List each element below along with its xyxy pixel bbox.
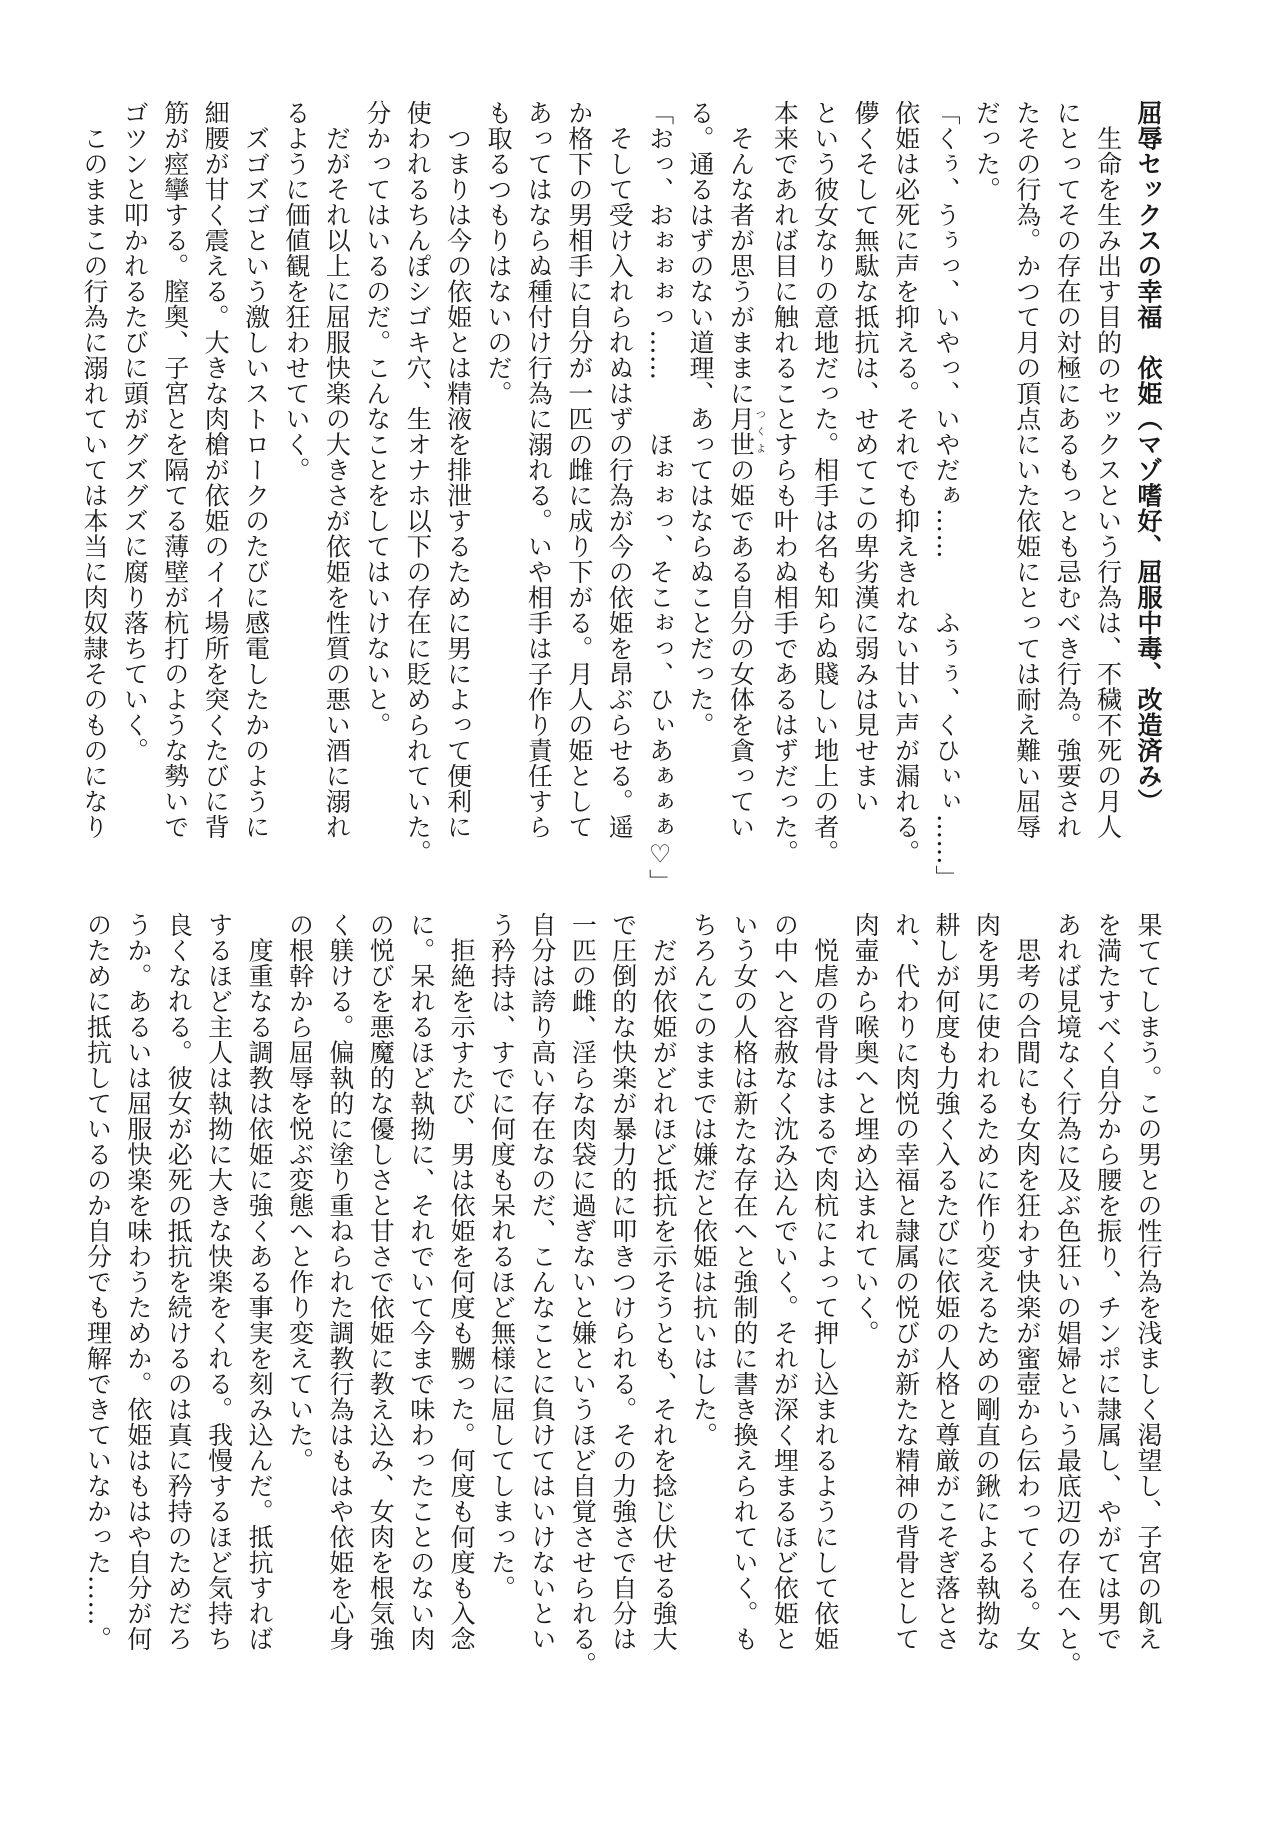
text-line: にとってその存在の対極にあるもっとも忌むべき行為。強要され	[1053, 100, 1083, 840]
text-line: あれば見境なく行為に及ぶ色狂いの娼婦という最底辺の存在へと。	[1053, 912, 1083, 1677]
text-line: だが依姫がどれほど抵抗を示そうとも、それを捻じ伏せる強大	[649, 912, 679, 1652]
section-title: 屈辱セックスの幸福 依姫（マゾ嗜好、屈服中毒、改造済み）	[1134, 100, 1163, 814]
text-line-ruby	[720, 100, 764, 890]
text-line: 細腰が甘く震える。大きな肉槍が依姫のイイ場所を突くたびに背	[201, 100, 231, 840]
text-line: うか。あるいは屈服快楽を味わうためか。依姫はもはや自分が何	[123, 912, 153, 1652]
text-line: のために抵抗しているのか自分でも理解できていなかった……。	[83, 912, 113, 1652]
text-line: に。呆れるほど執拗に、それでいて今まで味わったことのない肉	[406, 912, 436, 1652]
text-line: の悦びを悪魔的な優しさと甘さで依姫に教え込み、女肉を根気強	[366, 912, 396, 1652]
text-line: 悦虐の背骨はまるで肉杭によって押し込まれるようにして依姫	[810, 912, 840, 1652]
text-line: る。通るはずのない道理、あってはならぬことだった。	[686, 100, 716, 738]
text-line: 肉を男に使われるために作り変えるための剛直の鍬による執拗な	[972, 912, 1002, 1652]
text-line: だがそれ以上に屈服快楽の大きさが依姫を性質の悪い酒に溺れ	[322, 100, 352, 840]
text-line: く躾ける。偏執的に塗り重ねられた調教行為はもはや依姫を心身	[325, 912, 355, 1652]
text-line: あってはならぬ種付け行為に溺れる。いや相手は子作り責任すら	[524, 100, 554, 840]
text-line: 生命を生み出す目的のセックスという行為は、不穢不死の月人	[1093, 100, 1123, 840]
text-line: う矜持は、すでに何度も呆れるほど無様に屈してしまった。	[487, 912, 517, 1601]
bottom-text-block	[83, 912, 1168, 1712]
text-line: するほど主人は執拗に大きな快楽をくれる。我慢するほど気持ち	[204, 912, 234, 1652]
text-line: 筋が痙攣する。膣奥、子宮とを隔てる薄壁が杭打のような勢いで	[160, 100, 190, 840]
text-line: ズゴズゴという激しいストロークのたびに感電したかのように	[241, 100, 271, 840]
text-line: 儚くそして無駄な抵抗は、せめてこの卑劣漢に弱みは見せまい	[851, 100, 881, 814]
text-line: 肉壷から喉奥へと埋め込まれていく。	[851, 912, 881, 1346]
text-line: 耕しが何度も力強く入るたびに依姫の人格と尊厳がこそぎ落とさ	[931, 912, 961, 1652]
text-line: だった。	[972, 100, 1002, 202]
text-line: ちろんこのままでは嫌だと依姫は抗いはした。	[689, 912, 719, 1448]
text-line: つまりは今の依姫とは精液を排泄するために男によって便利に	[443, 100, 473, 840]
ruby-reading: つくよ	[753, 406, 765, 457]
text-line: も取るつもりはないのだ。	[484, 100, 513, 406]
ruby-base: 月世	[726, 406, 756, 457]
text-line: いう女の人格は新たな存在へと強制的に書き換えられていく。も	[729, 912, 759, 1652]
text-line: 「くぅ、うぅっ、いやっ、いやだぁ…… ふぅぅ、くひぃぃ……」	[931, 100, 961, 891]
text-line: ゴツンと叩かれるたびに頭がグズグズに腐り落ちていく。	[120, 100, 150, 763]
text-line: そして受け入れられぬはずの行為が今の依姫を昂ぶらせる。遥	[605, 100, 635, 840]
text-line: 一匹の雌、淫らな肉袋に過ぎないと嫌というほど自覚させられる。	[568, 912, 598, 1677]
ruby-word	[726, 406, 765, 457]
text-line: を満たすべく自分から腰を振り、チンポに隷属し、やがては男で	[1093, 912, 1123, 1652]
text-line: 分かってはいるのだ。こんなことをしてはいけないと。	[362, 100, 392, 738]
text-line: という彼女なりの意地だった。相手は名も知らぬ賤しい地上の者。	[810, 100, 840, 865]
ruby-line-before: そんな者が思うがままに	[726, 100, 756, 406]
text-line: で圧倒的な快楽が暴力的に叩きつけられる。その力強さで自分は	[608, 912, 638, 1652]
text-line: れ、代わりに肉悦の幸福と隷属の悦びが新たな精神の背骨として	[891, 912, 921, 1652]
text-line: るように価値観を狂わせていく。	[281, 100, 311, 483]
text-line: このままこの行為に溺れていては本当に肉奴隷そのものになり	[79, 100, 109, 840]
text-line: 依姫は必死に声を抑える。それでも抑えきれない甘い声が漏れる。	[891, 100, 921, 865]
ruby-line-after: の姫である自分の女体を貪ってい	[726, 457, 756, 840]
text-line: の中へと容赦なく沈み込んでいく。それが深く埋まるほど依姫と	[770, 912, 800, 1652]
text-line: 使われるちんぽシゴキ穴、生オナホ以下の存在に貶められていた。	[403, 100, 433, 865]
text-line: か格下の男相手に自分が一匹の雌に成り下がる。月人の姫として	[564, 100, 594, 840]
text-line: 「おっ、おぉぉぉっ…… ほぉぉっ、そこぉっ、ひぃあぁぁぁ♡」	[645, 100, 675, 895]
top-text-block	[79, 100, 1168, 895]
text-line: 果ててしまう。この男との性行為を浅ましく渇望し、子宮の飢え	[1134, 912, 1163, 1652]
text-line: 良くなれる。彼女が必死の抵抗を続けるのは真に矜持のためだろ	[164, 912, 194, 1652]
text-line: 拒絶を示すたび、男は依姫を何度も嬲った。何度も何度も入念	[447, 912, 477, 1652]
text-line: 思考の合間にも女肉を狂わす快楽が蜜壺から伝わってくる。女	[1012, 912, 1042, 1652]
text-line: 自分は誇り高い存在なのだ、こんなことに負けてはいけないとい	[527, 912, 557, 1652]
text-line: 本来であれば目に触れることすらも叶わぬ相手であるはずだった。	[770, 100, 800, 865]
text-line: の根幹から屈辱を悦ぶ変態へと作り変えていた。	[285, 912, 315, 1473]
text-line: 度重なる調教は依姫に強くある事実を刻み込んだ。抵抗すれば	[245, 912, 275, 1652]
text-line: たその行為。かつて月の頂点にいた依姫にとっては耐え難い屈辱	[1012, 100, 1042, 840]
